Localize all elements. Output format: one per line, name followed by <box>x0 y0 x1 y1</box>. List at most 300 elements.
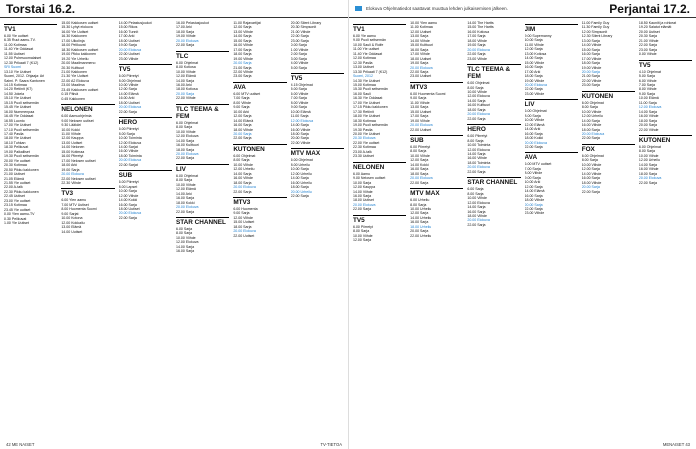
program-listing: 23.15 Kotimaa <box>4 203 27 208</box>
channel-heading: NELONEN <box>353 162 406 171</box>
program-listing: 22.00 A2 Elokuva <box>61 78 89 83</box>
program-listing: 11.00 Viihde <box>524 42 544 47</box>
program-listing: 14.00 Uutiset <box>61 229 83 234</box>
program-listing: 14.50 Jokela <box>4 91 25 96</box>
program-listing: 14.00 Sarja <box>467 98 486 103</box>
program-listing: 15.30 Puoli seitsemän <box>353 87 388 92</box>
program-listing: 22.00 Sarja <box>524 206 543 211</box>
program-listing: 12.00 Kokkailu <box>61 220 85 225</box>
channel-heading: TV3 <box>61 188 114 197</box>
program-listing: 18.00 Sarja <box>524 74 543 79</box>
channel-heading: STAR CHANNEL <box>467 177 520 186</box>
movie-listing: 20.00 Elokuva <box>118 211 142 216</box>
program-listing: 22.00 Viihde <box>290 140 311 145</box>
program-listing: 8.00 Sarja <box>467 191 484 196</box>
program-listing: 12.00 Sarja <box>524 184 543 189</box>
program-listing: 8.00 Kotiosa <box>175 65 196 70</box>
program-listing: 15.00 Uutiset <box>410 109 432 114</box>
program-listing: 20.00 Maailmanmeno <box>61 61 96 66</box>
channel-heading: HERO <box>467 124 520 133</box>
program-listing: 16.00 Kulttuuri <box>467 103 491 108</box>
program-listing: 12.00 Puhesuomalaiset <box>4 56 42 61</box>
program-listing: 14.00 Elämä <box>524 189 545 194</box>
right-page-header <box>349 0 696 18</box>
program-listing: 14.00 Elämä <box>118 91 139 96</box>
program-listing: 18.00 Sarja <box>410 171 429 176</box>
program-listing: 16.00 Kulttuuri <box>175 143 199 148</box>
program-listing: 16.00 Tunnit <box>118 29 139 34</box>
program-listing: 14.00 Sarja <box>175 78 195 83</box>
program-listing: 13.00 Elämä <box>61 225 82 230</box>
program-listing: 14.00 Kokki <box>118 198 138 203</box>
program-listing: 21.55 Yle uutiset <box>4 180 31 185</box>
program-listing: 19.20 Yle Urheilu <box>61 56 89 61</box>
program-listing: 18.00 Viihde <box>581 180 602 185</box>
page-title-thursday: Torstai 16.2. <box>6 1 76 16</box>
page-title-friday: Perjantai 17.2. <box>609 1 690 16</box>
program-listing: 17.10 Puoli seitsemän <box>4 127 39 132</box>
program-listing: 14.00 Sarja <box>233 171 252 176</box>
program-listing: 16.00 Sarja <box>118 202 137 207</box>
program-listing: 8.00 Huomenta Suomi <box>61 207 97 212</box>
program-listing: 10.00 Kotona <box>61 216 83 221</box>
program-listing: 19.00 Sarja <box>467 43 486 48</box>
program-listing: 19.00 Sarja <box>410 61 429 66</box>
program-listing: 22.00 Nelosen uutiset <box>61 176 96 181</box>
program-listing: 15.00 Kulttuuri <box>410 43 434 48</box>
channel-heading: TV5 <box>353 215 406 224</box>
channel-heading: AVA <box>233 82 286 91</box>
program-listing: 21.00 Viihde <box>638 38 659 43</box>
movie-listing: 20.00 Elokuva <box>175 38 199 43</box>
program-listing: 5.00 Sarja <box>290 87 307 92</box>
program-listing: 18.00 Sarja <box>290 131 309 136</box>
program-listing: 22.00 Sarja <box>524 87 543 92</box>
program-listing: 19.00 Viihde <box>410 118 430 123</box>
channel-heading: TV5 <box>639 60 692 69</box>
program-listing: 12.00 Elämä <box>524 122 545 127</box>
program-listing: 16.00 Sarja <box>233 123 252 128</box>
program-listing: 15.00 Viihde <box>524 60 545 65</box>
program-listing: 18.00 Sarja <box>467 107 486 112</box>
program-listing: 20.50 Pikku kakkonen <box>4 167 39 172</box>
program-listing: 22.00 Sarja <box>638 180 658 185</box>
program-listing: 22.45 Uutiset <box>4 194 25 199</box>
program-listing: 16.00 Viihde <box>638 167 659 172</box>
legend <box>355 6 508 11</box>
program-listing: 19.00 Paikalliset <box>4 149 30 154</box>
program-listing: 14.00 Arki <box>175 191 192 196</box>
program-listing: 23.00 Sarja <box>581 83 600 88</box>
program-listing: 18.00 Viihde <box>467 38 488 43</box>
program-listing: 16.00 Viihde <box>467 156 488 161</box>
channel-heading: KUTONEN <box>582 91 635 100</box>
program-listing: 6.00 Sarja <box>467 187 484 192</box>
program-listing: 0.00 Ylen aamu-TV <box>4 212 35 217</box>
program-listing: 19.00 Puoli seitsemän <box>353 123 388 128</box>
program-listing: 18.00 Sarja <box>581 127 600 132</box>
program-listing: 14.00 Sarja <box>175 138 195 143</box>
program-listing: 19.00 Viihde <box>233 56 253 61</box>
program-listing: 9.00 Sarja <box>290 105 307 110</box>
program-listing: 18.00 Sarja <box>175 147 195 152</box>
program-listing: 21.05 Elämä <box>4 176 24 181</box>
channel-heading: LIV <box>525 99 578 108</box>
movie-listing: 20.00 Elokuva <box>410 176 433 181</box>
program-listing: 18.00 Sarja <box>233 224 252 229</box>
program-listing: 14.00 The Hartts <box>467 21 494 25</box>
program-listing: 22.00 Sarja <box>118 109 137 114</box>
movie-listing: 20.00 Elokuva <box>410 65 433 70</box>
program-listing: 18.00 Uutiset <box>118 206 140 211</box>
program-listing: 18.00 Sarja <box>290 185 309 190</box>
program-listing: 20.00 Uutiset <box>638 29 660 34</box>
program-listing: 13.00 Kotiosa <box>524 51 547 56</box>
schedule-column <box>4 21 57 437</box>
movie-listing: 20.00 Elokuva <box>118 105 142 110</box>
program-listing: 17.00 Viihde <box>410 52 430 57</box>
program-listing: 8.00 Sarja <box>410 149 427 154</box>
program-listing: 8.00 Sarja <box>175 231 193 236</box>
program-listing: 14.30 Yle Uutiset <box>353 78 380 83</box>
program-listing: 10.00 Kokki <box>61 127 80 132</box>
program-listing: 10.00 Sauli & Rolfe <box>353 42 384 47</box>
program-listing: 18.00 Uutiset <box>353 198 374 203</box>
program-listing: 10.00 Sarja <box>118 189 137 194</box>
program-listing: 6.00 Aamuohjelmia <box>61 114 92 119</box>
movie-listing: 20.00 Sarja <box>581 69 600 74</box>
program-listing: 8.00 Sarja <box>233 158 250 163</box>
program-listing: 17.00 Viihde <box>581 56 602 61</box>
program-listing: 12.00 Elämä <box>175 187 196 192</box>
program-listing: 6.00 Huomenta Suomi <box>410 91 446 96</box>
program-listing: 14.00 Sarjat <box>118 144 138 149</box>
program-listing: 12.00 Sarja <box>233 25 252 30</box>
program-listing: 15.00 Kotimaa <box>61 149 85 154</box>
program-listing: 16.00 Sarja <box>175 249 195 254</box>
program-listing: 15.00 Kotimaa <box>353 82 376 87</box>
page-number-left: 42 ME NAISET <box>6 442 35 447</box>
program-listing: 14.00 Sarja <box>524 56 543 61</box>
schedule-column <box>582 21 635 437</box>
program-listing: 11.00 Viihde <box>61 131 81 136</box>
program-listing: 6.00 Piirretyt <box>353 224 373 229</box>
program-listing: 10.00 Viihde <box>175 182 196 187</box>
program-listing: 15.00 Sarja <box>233 38 252 43</box>
program-listing: 17.00 Sarja <box>467 34 486 39</box>
program-listing: 22.00 Sarjat <box>118 162 138 167</box>
program-listing: 18.00 Kotiosa <box>175 87 198 92</box>
program-listing: 10.00 Viihde <box>467 196 488 201</box>
program-listing: 13.30 Prikaati 7 (K12) <box>353 69 388 74</box>
movie-listing: 20.00 Elokuva <box>61 172 84 177</box>
program-listing: 10.00 Arki <box>233 109 250 114</box>
program-listing: 7.00 Sarja <box>290 96 307 101</box>
program-listing: 1.00 Viihde <box>290 47 309 52</box>
movie-listing: 20.00 Elokuva <box>233 185 256 190</box>
program-listing: 6.35 Ruut aamu-TV. <box>4 38 36 43</box>
program-listing: 18.00 Sarja <box>233 52 252 57</box>
program-listing: 22.00 Viihde <box>175 96 196 101</box>
program-listing: 14.00 Sarja <box>175 244 195 249</box>
program-listing: 6.00 Ohjelmat <box>175 120 199 125</box>
program-listing: 15.45 Yle Uutiset <box>4 105 31 110</box>
program-listing: 17.00 Sarja <box>233 47 252 52</box>
program-listing: 10.00 Elämä <box>638 96 659 101</box>
program-listing: 15.00 Kakkosen uutiset <box>61 21 99 25</box>
channel-heading: TV5 <box>291 73 344 82</box>
program-listing: 23.00 Sarja <box>233 74 252 79</box>
program-listing: 14.00 Viihde <box>581 171 602 176</box>
program-listing: 1.00 Yle Uutiset <box>4 221 29 226</box>
program-listing: 14.00 Sarja <box>233 34 252 39</box>
schedule-column <box>467 21 520 437</box>
program-listing: 2.00 Sarja <box>290 52 307 57</box>
movie-listing: 12.00 Elokuva <box>638 105 662 110</box>
program-listing: 22.00 Sarja <box>524 144 543 149</box>
program-listing: 12.00 Kotimaa <box>353 56 376 61</box>
program-listing: 5.00 Sarja <box>290 65 307 70</box>
program-listing: 15.15 Puoli seitsemän <box>4 100 39 105</box>
program-listing: 18.00 Yle Uutiset <box>353 114 380 119</box>
program-listing: 22.00 Uutiset <box>118 52 140 57</box>
program-listing: 8.00 Sarja <box>638 149 656 154</box>
program-listing: 22.30 Kotimaa <box>353 145 376 150</box>
program-listing: 22.00 A-talk <box>4 185 23 190</box>
program-listing: 8.00 Sarja <box>467 138 484 143</box>
program-listing: 19.30 Pasila <box>353 127 373 132</box>
program-listing: 23.00 Yle uutiset <box>4 198 31 203</box>
program-listing: 3.00 Sarja <box>290 56 307 61</box>
program-listing: 20.00 Yle Uutiset <box>353 131 380 136</box>
movie-listing: 18.00 Urheilu <box>410 224 432 229</box>
program-listing: 7.00 MTV Uutiset <box>61 202 89 207</box>
movie-listing: 20.00 Elokuva <box>410 123 433 128</box>
program-listing: 4.10 Ohjelmat <box>638 69 661 74</box>
program-listing: 16.45 Yle Oddasat <box>4 114 34 119</box>
program-listing: 11.40 Yle Oddasat <box>4 47 34 52</box>
movie-listing: 20.00 Elokuva <box>118 47 142 52</box>
program-listing: 19.00 Viihde <box>581 65 602 70</box>
schedule-column <box>639 21 692 437</box>
program-listing: 18.00 Sarja <box>233 180 252 185</box>
program-listing: 9.00 Supernanny <box>524 34 552 38</box>
program-listing: 21.00 Kakkonen <box>61 69 87 74</box>
program-listing: 14.15 Kotimaa <box>4 82 27 87</box>
schedule-column <box>119 21 172 437</box>
channel-heading: LIV <box>176 164 229 173</box>
program-listing: 16.00 Viihde <box>118 149 139 154</box>
program-listing: 10.00 Viihde <box>175 69 196 74</box>
movie-listing: 20.00 Elokuva <box>467 218 490 223</box>
program-listing: 6.00 Piirretyt <box>118 74 139 79</box>
program-listing: 9.00 Sarja <box>410 96 427 101</box>
schedule-column <box>525 21 578 437</box>
channel-heading: TLC TEEMA & FEM <box>176 104 229 120</box>
program-listing: 6.00 Huomenta <box>233 206 258 211</box>
program-listing: 6.00 Urheilu <box>410 198 430 203</box>
program-listing: 11.00 Rajavartijat <box>233 21 261 25</box>
program-listing: 23.45 Kakkosen uutiset <box>61 87 99 92</box>
channel-heading: KUTONEN <box>639 135 692 144</box>
program-listing: 6.00 Aamu <box>353 171 370 176</box>
program-listing: 18.00 Viihde <box>467 213 488 218</box>
program-listing: 8.00 Sarja <box>410 202 427 207</box>
program-listing: 20.00 Sarja <box>410 229 429 234</box>
program-listing: 14.20 Retiinit (K7) <box>4 87 33 92</box>
program-listing: 16.00 Sarja <box>353 193 372 198</box>
program-listing: 8.00 Lapset <box>118 184 138 189</box>
schedule-column <box>61 21 114 437</box>
program-listing: 13.00 Viihde <box>233 29 253 34</box>
program-listing: 12.00 Elokuva <box>118 140 142 145</box>
program-listing: 12.00 Viihde <box>233 215 253 220</box>
program-listing: 18.00 Kokki <box>524 136 544 141</box>
program-listing: 19.30 Puoli seitsemän <box>4 154 39 159</box>
program-listing: 6.00 Ylen aamu <box>61 198 87 203</box>
program-listing: 21.00 Uutiset <box>4 172 25 177</box>
program-listing: 10.00 Elämä <box>290 109 311 114</box>
program-listing: 22.30 Viihde <box>61 180 81 185</box>
program-listing: 6.00 Sarja <box>175 226 193 231</box>
program-listing: 8.00 Viihde <box>233 100 251 105</box>
program-listing: 0.15 Päivä <box>61 92 79 97</box>
program-listing: 12.00 Sarja <box>524 47 543 52</box>
program-listing: Suomi, 2012. Ohjaaja: Ari <box>4 74 45 79</box>
program-listing: 7.00 Sarja <box>233 96 250 101</box>
left-page-header <box>0 0 348 18</box>
program-listing: 8.00 Sarja <box>524 113 541 118</box>
program-listing: 18.00 Toiminta <box>118 153 142 158</box>
program-listing: 12.00 Urheilu <box>290 171 312 176</box>
program-listing: 14.00 Arki <box>524 127 541 132</box>
program-listing: 16.00 Piirretyt <box>61 154 84 159</box>
movie-listing: 20.00 Sarja <box>233 61 252 66</box>
program-listing: 9.00 Sarja <box>638 91 656 96</box>
program-listing: 18.00 Toiminta <box>467 160 491 165</box>
movie-listing: 20.00 Elokuva <box>638 176 662 181</box>
channel-heading: TLC <box>176 51 229 60</box>
program-listing: 16.00 Kotiosa <box>467 29 490 34</box>
program-listing: 8.00 Viihde <box>638 87 657 92</box>
program-listing: 11.00 Viihde <box>410 100 430 105</box>
program-listing: 12.00 Sarja <box>118 87 137 92</box>
program-listing: 6.00 Ohjelmat <box>581 153 604 158</box>
program-listing: 8.00 Sarja <box>175 125 193 130</box>
program-listing: 18.10 Tuhkan <box>4 140 26 145</box>
program-listing: 11.00 Sarja <box>638 100 657 105</box>
program-listing: 15.00 Rikos <box>118 25 138 30</box>
program-listing: 19.20 Salatut elämät <box>638 25 672 30</box>
program-listing: 13.00 Sarja <box>581 38 600 43</box>
movie-listing: 20.00 Elokuva <box>175 151 199 156</box>
program-listing: 22.00 Sarja <box>467 222 486 227</box>
program-listing: 16.00 Sarja <box>410 220 429 225</box>
program-listing: 23.00 Sarja <box>638 47 658 52</box>
program-listing: 14.00 Kokki <box>410 162 429 167</box>
program-listing: 8.00 Viihde <box>524 171 543 176</box>
program-listing: 21.30 Yle Uutiset <box>61 74 89 79</box>
program-listing: 10.00 Sarja <box>290 167 309 172</box>
program-listing: 10.00 Viihde <box>581 109 602 114</box>
program-listing: 0.45 Kakkonen <box>61 96 85 101</box>
movie-listing: Suomi, 2012 <box>353 74 373 79</box>
program-listing: 8.00 Sarja <box>581 105 598 110</box>
program-listing: 15.10 Yle Uutiset <box>4 96 31 101</box>
movie-listing: 20.00 Elokuva <box>118 158 142 163</box>
program-listing: 22.00 Sarja <box>581 136 600 141</box>
program-listing: 23.00 Sarja <box>290 38 309 43</box>
program-listing: 17.00 Ulkolinja <box>61 38 85 43</box>
program-listing: 10.00 Viihde <box>233 162 253 167</box>
program-listing: 15.30 Lyhyt elokuva <box>61 25 93 30</box>
program-listing: 9.00 Sarja <box>233 105 250 110</box>
program-listing: 20.00 Yle uutiset <box>4 158 31 163</box>
program-listing: 18.00 Viihde <box>233 127 253 132</box>
schedule-column <box>176 21 229 437</box>
program-listing: 15.00 The Hartts <box>467 25 494 30</box>
right-schedule-columns <box>353 21 692 437</box>
schedule-column <box>291 21 344 437</box>
program-listing: 12.00 Sarja <box>233 114 252 119</box>
program-listing: 23.00 Maailma <box>61 83 85 88</box>
program-listing: 17.00 Yle Uutiset <box>353 100 380 105</box>
program-listing: 10.00 Ylen aamu <box>410 21 437 25</box>
program-listing: 18.00 Uutiset <box>410 56 432 61</box>
program-listing: 19.00 Pikku kakkonen <box>61 52 97 57</box>
program-listing: 10.00 Viihde <box>175 235 196 240</box>
program-listing: 18.00 Kokki <box>175 200 195 205</box>
program-listing: 12.30 Silent Library <box>581 34 613 39</box>
program-listing: 11.00 Kotimaa <box>4 42 27 47</box>
program-listing: 9.00 Nelosen uutiset <box>61 118 94 123</box>
channel-heading: TV5 <box>119 64 172 73</box>
program-listing: 8.00 Urheilu <box>290 162 310 167</box>
program-listing: 8.00 Sarja <box>467 85 484 90</box>
left-schedule-columns <box>4 21 344 437</box>
program-listing: 22.00 Sarja <box>581 189 600 194</box>
movie-listing: SRI Suomi <box>4 65 21 70</box>
program-listing: 20.30 Kulttuuri <box>61 65 85 70</box>
channel-heading: MTV MAX <box>291 148 344 157</box>
program-listing: 0.30 Pelikuvat <box>4 216 27 221</box>
program-listing: 0.00 Sarja <box>290 43 307 48</box>
movie-listing: 20.00 Elokuva <box>233 229 256 234</box>
program-listing: 10.00 Viihde <box>353 233 373 238</box>
program-listing: 22.00 Sarja <box>467 169 486 174</box>
program-listing: 12.00 Elämä <box>175 74 196 79</box>
program-listing: 7.00 Sarja <box>524 166 541 171</box>
program-listing: 7.00 Sarja <box>638 82 656 87</box>
channel-heading: JIM <box>525 24 578 33</box>
program-listing: 12.00 Elokuva <box>175 240 199 245</box>
program-listing: 22.00 Sarja <box>410 69 429 74</box>
program-listing: 23.00 Viihde <box>467 56 488 61</box>
program-listing: 6.00 Ohjelmat <box>233 153 256 158</box>
program-listing: 6.00 Ohjelmat <box>175 60 199 65</box>
program-listing: 13.00 Sarja <box>410 34 429 39</box>
program-listing: 22.00 Sarja <box>638 43 658 48</box>
program-listing: 6.00 Piirretyt <box>118 127 139 132</box>
program-listing: 20.00 Sarja <box>290 136 309 141</box>
program-listing: 10.00 Sarja <box>524 38 543 43</box>
program-listing: 16.55 Luonto <box>4 118 25 123</box>
program-listing: 23.00 Viihde <box>524 211 545 216</box>
program-listing: 13.00 Uutiset <box>353 65 374 70</box>
program-listing: 17.00 Arki <box>175 25 192 30</box>
movie-listing: 20.00 Elokuva <box>353 202 376 207</box>
program-listing: 18.00 Sarja <box>175 29 195 34</box>
